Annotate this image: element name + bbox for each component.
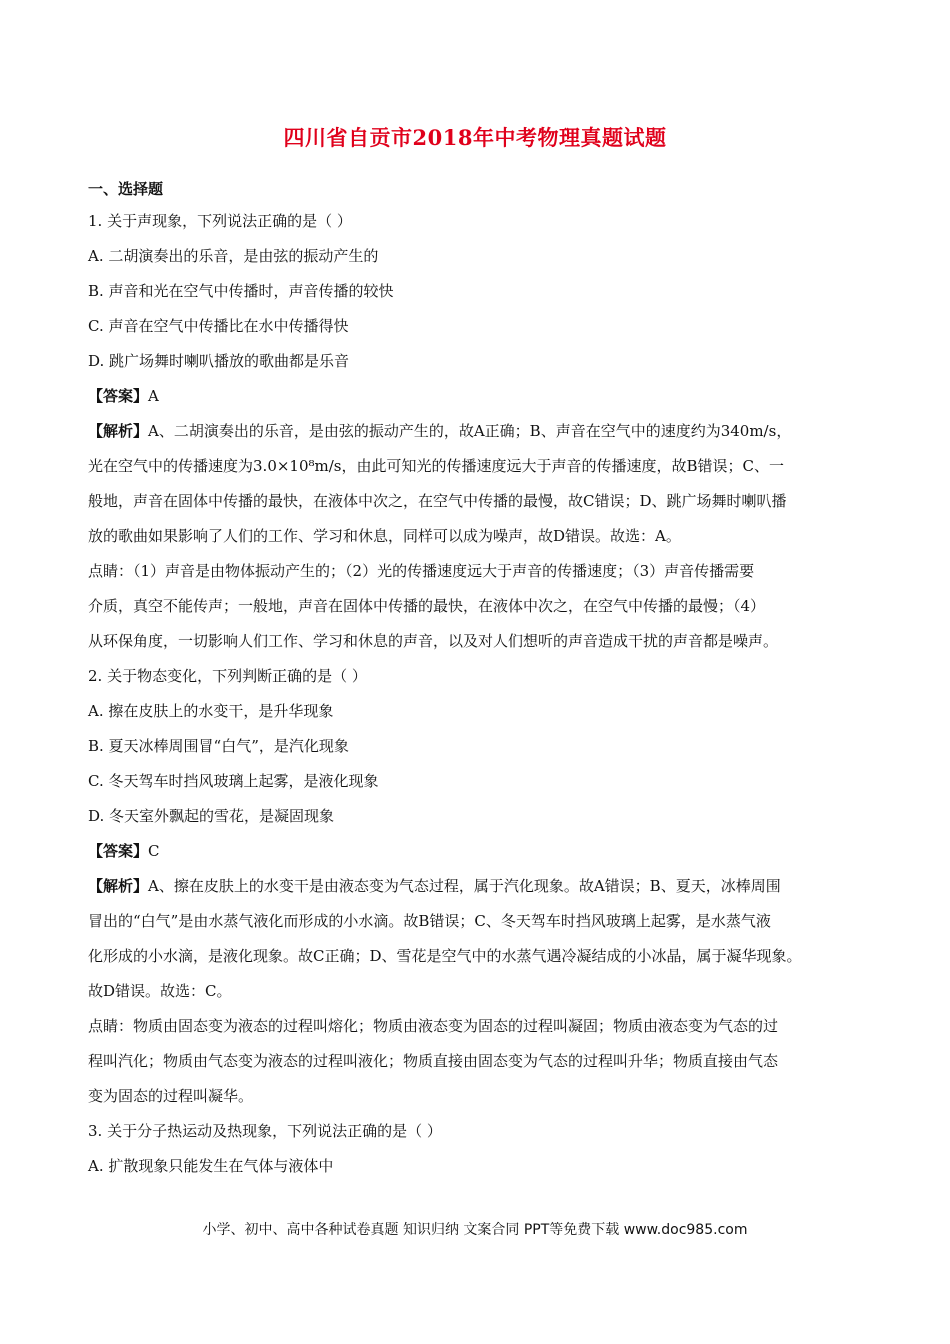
- question-3-stem: 3. 关于分子热运动及热现象，下列说法正确的是（ ）: [88, 1122, 442, 1140]
- question-2-note-line: 程叫汽化；物质由气态变为液态的过程叫液化；物质直接由固态变为气态的过程叫升华；物质直接由气态: [88, 1052, 779, 1070]
- question-2-stem: 2. 关于物态变化，下列判断正确的是（ ）: [88, 667, 367, 685]
- question-2-option-b: B. 夏天冰棒周围冒“白气”，是汽化现象: [88, 737, 349, 755]
- analysis-text: A、二胡演奏出的乐音，是由弦的振动产生的，故A正确；B、声音在空气中的速度约为340m/s，: [148, 422, 792, 440]
- question-1-analysis-line: 放的歌曲如果影响了人们的工作、学习和休息，同样可以成为噪声，故D错误。故选：A。: [88, 527, 681, 545]
- answer-value: A: [148, 387, 159, 405]
- question-1-option-d: D. 跳广场舞时喇叭播放的歌曲都是乐音: [88, 352, 350, 370]
- question-1-option-a: A. 二胡演奏出的乐音，是由弦的振动产生的: [88, 247, 379, 265]
- question-1-analysis-line: 般地，声音在固体中传播的最快，在液体中次之，在空气中传播的最慢，故C错误；D、跳广场舞时喇叭播: [88, 492, 787, 510]
- analysis-label: 【解析】: [88, 422, 149, 440]
- question-1-answer: [88, 379, 878, 414]
- answer-label: 【答案】: [88, 842, 149, 860]
- question-2-option-a: A. 擦在皮肤上的水变干，是升华现象: [88, 702, 334, 720]
- analysis-text: A、擦在皮肤上的水变干是由液态变为气态过程，属于汽化现象。故A错误；B、夏天，冰棒周围: [148, 877, 781, 895]
- question-1-analysis-line: [88, 414, 878, 449]
- question-2-analysis-line: 冒出的“白气”是由水蒸气液化而形成的小水滴。故B错误；C、冬天驾车时挡风玻璃上起雾，是水蒸气液: [88, 912, 771, 930]
- question-1-note-line: 介质，真空不能传声；一般地，声音在固体中传播的最快，在液体中次之，在空气中传播的最慢；（4）: [88, 597, 766, 615]
- question-2-option-d: D. 冬天室外飘起的雪花，是凝固现象: [88, 807, 335, 825]
- question-2-option-c: C. 冬天驾车时挡风玻璃上起雾，是液化现象: [88, 772, 379, 790]
- question-2-analysis-line: [88, 869, 878, 904]
- answer-value: C: [148, 842, 160, 860]
- question-1-note-line: 从环保角度，一切影响人们工作、学习和休息的声音，以及对人们想听的声音造成干扰的声音都是噪声。: [88, 632, 779, 650]
- question-1-note-line: 点睛：（1）声音是由物体振动产生的；（2）光的传播速度远大于声音的传播速度；（3）声音传播需要: [88, 562, 755, 580]
- answer-label: 【答案】: [88, 387, 149, 405]
- question-2-answer: [88, 834, 878, 869]
- question-1-option-c: C. 声音在空气中传播比在水中传播得快: [88, 317, 349, 335]
- question-1-analysis-line: 光在空气中的传播速度为3.0×10⁸m/s，由此可知光的传播速度远大于声音的传播速度，故B错误；C、一: [88, 457, 785, 475]
- document-body: [88, 204, 878, 1184]
- question-2-analysis-line: 化形成的小水滴，是液化现象。故C正确；D、雪花是空气中的水蒸气遇冷凝结成的小冰晶，属于凝华现象。: [88, 947, 802, 965]
- question-2-note-line: 点睛：物质由固态变为液态的过程叫熔化；物质由液态变为固态的过程叫凝固；物质由液态变为气态的过: [88, 1017, 779, 1035]
- question-1-option-b: B. 声音和光在空气中传播时，声音传播的较快: [88, 282, 394, 300]
- analysis-label: 【解析】: [88, 877, 149, 895]
- question-1-stem: 1. 关于声现象，下列说法正确的是（ ）: [88, 212, 352, 230]
- document-title: 四川省自贡市2018年中考物理真题试题: [283, 125, 667, 150]
- question-2-note-line: 变为固态的过程叫凝华。: [88, 1087, 254, 1105]
- section-heading: 一、选择题: [88, 180, 164, 198]
- page-footer: 小学、初中、高中各种试卷真题 知识归纳 文案合同 PPT等免费下载 www.doc985.com: [202, 1222, 748, 1238]
- question-3-option-a: A. 扩散现象只能发生在气体与液体中: [88, 1157, 334, 1175]
- question-2-analysis-line: 故D错误。故选：C。: [88, 982, 232, 1000]
